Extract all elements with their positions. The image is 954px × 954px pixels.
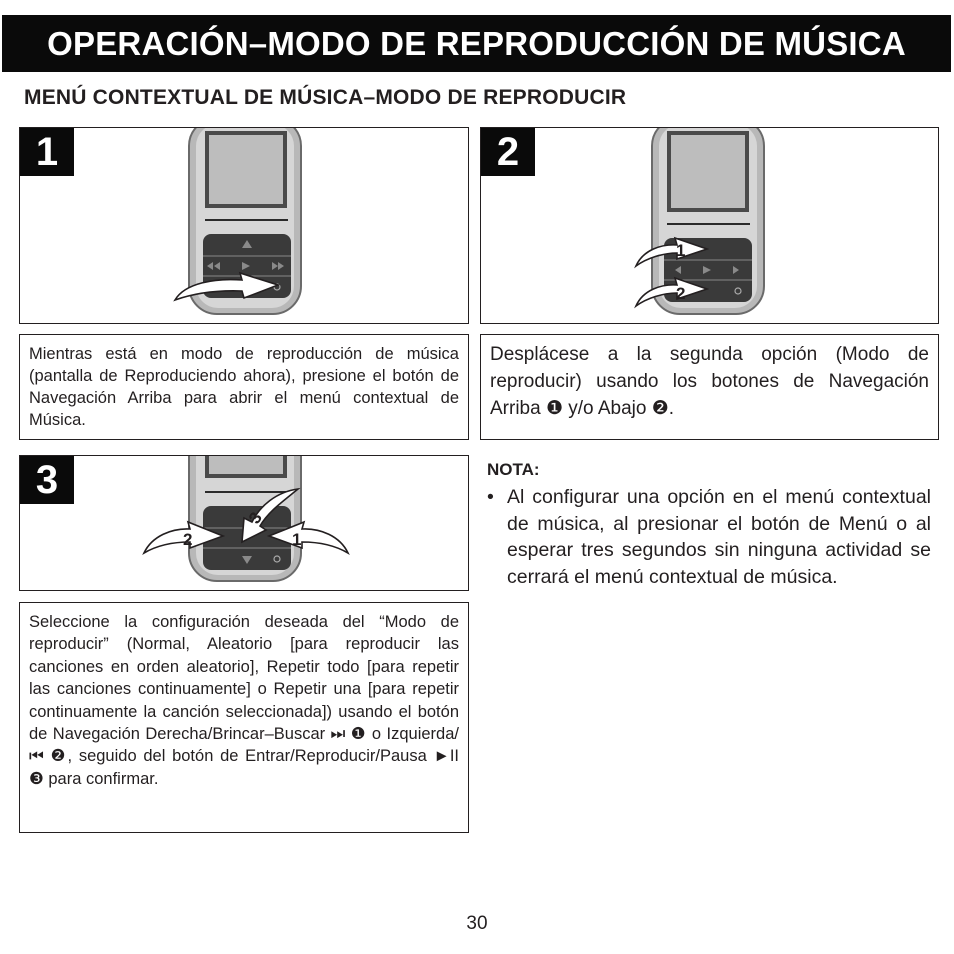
- callout-down: 2: [676, 284, 686, 303]
- step-1-figure: [19, 127, 469, 324]
- step-3-number: 3: [20, 456, 74, 504]
- step-2-instructions: [480, 334, 939, 440]
- step-1-text: Mientras está en modo de reproducción de música (pantalla de Reproduciendo ahora), presione el botón de Navegación Arriba para abrir el menú contextual de Música.: [29, 345, 459, 429]
- callout-up: 1: [676, 241, 686, 260]
- callout-enter: 3: [244, 508, 266, 528]
- page-number: 30: [466, 913, 488, 934]
- step-2-text: Desplácese a la segunda opción (Modo de reproducir) usando los botones de Navegación Arriba ❶ y/o Abajo ❷.: [490, 344, 929, 419]
- callout-left: 2: [183, 530, 193, 549]
- step-2-figure: [480, 127, 939, 324]
- section-subtitle: MENÚ CONTEXTUAL DE MÚSICA–MODO DE REPRODUCIR: [24, 86, 627, 109]
- page-title: OPERACIÓN–MODO DE REPRODUCCIÓN DE MÚSICA: [2, 15, 951, 72]
- step-3-text: Seleccione la configuración deseada del “Modo de reproducir” (Normal, Aleatorio [para reproducir las canciones en orden aleatorio], Repetir todo [para repetir las canciones continuamente] o Repetir una [para repetir continuamente la canción seleccionada]) usando el botón de Navegación Derecha/Brincar–Buscar ⏭ ❶ o Izquierda/⏮ ❷, seguido del botón de Entrar/Reproducir/Pausa ►II ❸ para confirmar.: [29, 613, 459, 788]
- device-illustration-3: [20, 456, 469, 591]
- note-title: NOTA:: [487, 460, 540, 479]
- step-3-figure: [19, 455, 469, 591]
- note-body: [487, 484, 931, 590]
- device-illustration-2: [481, 128, 939, 324]
- step-3-instructions: [19, 602, 469, 833]
- note-bullet: •: [487, 486, 494, 508]
- step-1-instructions: [19, 334, 469, 440]
- step-2-number: 2: [481, 128, 535, 176]
- note-text: Al configurar una opción en el menú contextual de música, al presionar el botón de Menú o al esperar tres segundos sin ninguna actividad se cerrará el menú contextual de música.: [507, 486, 931, 588]
- step-1-number: 1: [20, 128, 74, 176]
- callout-right: 1: [292, 530, 302, 549]
- device-illustration-1: [20, 128, 469, 324]
